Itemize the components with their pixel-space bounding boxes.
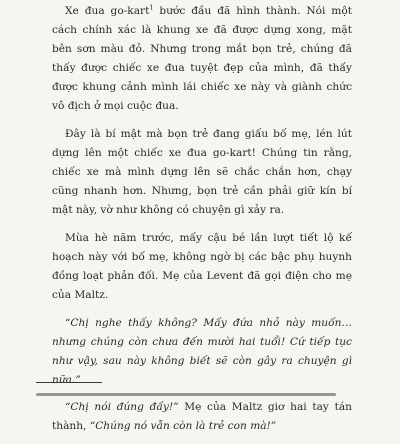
quote-dialogue: “Chị nghe thấy không? Mấy đứa nhỏ này muốn… nhưng chúng còn chưa đến mười hai tuổi! Cứ tiếp tục như vậy, sau này không biết sẽ còn gây ra chuyện gì nữa.” — [52, 317, 352, 386]
footnote-area-cropped — [36, 392, 356, 400]
footnote-marker: 1 — [149, 3, 154, 12]
paragraph-1-rest: bước đầu đã hình thành. Nói một cách chính xác là khung xe đã được dựng xong, mặt bên sơn màu đỏ. Nhưng trong mắt bọn trẻ, chúng đã thấy được chiếc xe đua tuyệt đẹp của mình, đã thấy được khung cảnh mình lái chiếc xe này và giành chức vô địch ở mọi cuộc đua. — [52, 5, 352, 112]
page-body — [52, 2, 352, 444]
quote-children: “Chúng nó vẫn còn là trẻ con mà!” — [89, 420, 277, 432]
footnote-divider — [36, 382, 102, 383]
paragraph-5 — [52, 398, 352, 436]
footnote-text-cropped — [36, 393, 336, 396]
paragraph-5-narration: Mẹ của Maltz giơ hai tay tán thành, — [52, 401, 352, 432]
paragraph-1 — [52, 2, 352, 116]
quote-agree: “Chị nói đúng đấy!” — [65, 401, 179, 413]
paragraph-3: Mùa hè năm trước, mấy cậu bé lần lượt tiết lộ kế hoạch này với bố mẹ, không ngờ bị các bậc phụ huynh đồng loạt phản đối. Mẹ của Levent đã gọi điện cho mẹ của Maltz. — [52, 232, 352, 301]
paragraph-1-start: Xe đua go-kart — [65, 5, 150, 17]
paragraph-2: Đây là bí mật mà bọn trẻ đang giấu bố mẹ, lén lút dựng lên một chiếc xe đua go-kart! Chúng tin rằng, chiếc xe mà mình dựng lên sẽ chắc chắn hơn, chạy cũng nhanh hơn. Nhưng, bọn trẻ cần phải giữ kín bí mật này, vờ như không có chuyện gì xảy ra. — [52, 128, 352, 216]
